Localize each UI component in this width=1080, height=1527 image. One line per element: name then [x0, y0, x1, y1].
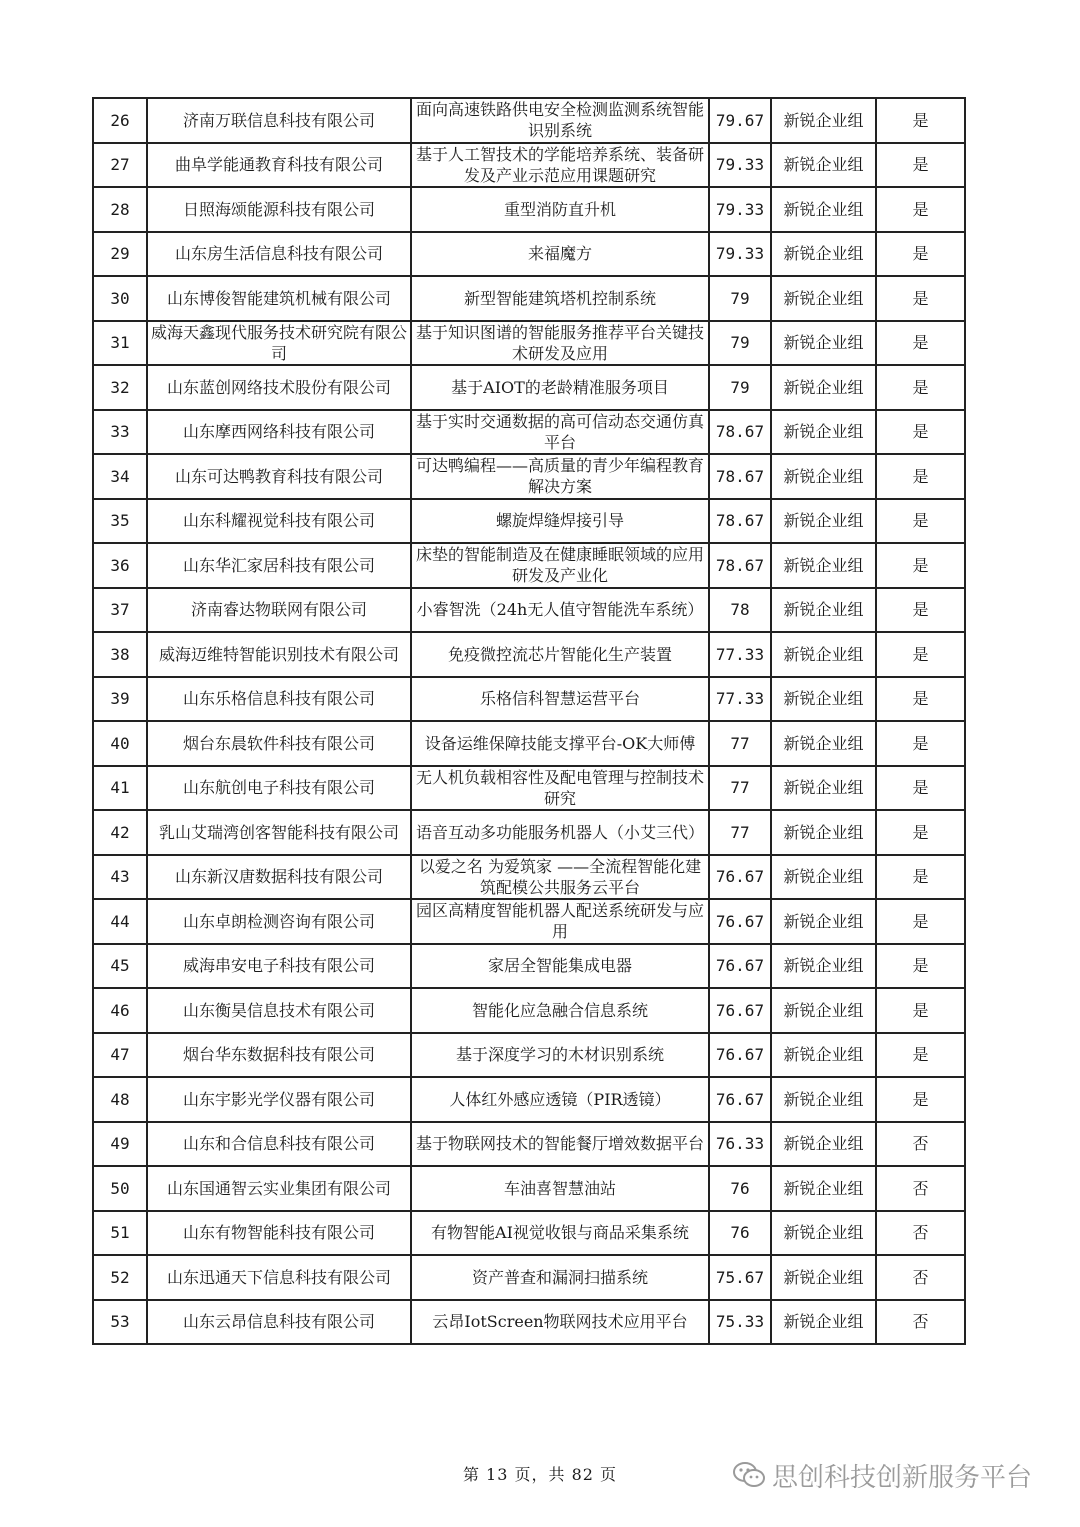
score: 79: [709, 365, 771, 410]
project-name: 车油喜智慧油站: [411, 1166, 709, 1211]
row-number: 28: [93, 187, 147, 232]
qualified-flag: 是: [876, 187, 965, 232]
watermark: [732, 1458, 1032, 1492]
score: 79.33: [709, 143, 771, 188]
qualified-flag: 是: [876, 410, 965, 455]
group-name: 新锐企业组: [771, 454, 876, 499]
row-number: 32: [93, 365, 147, 410]
group-name: 新锐企业组: [771, 677, 876, 722]
company-name: 烟台华东数据科技有限公司: [147, 1033, 411, 1078]
project-name: 小睿智洗（24h无人值守智能洗车系统）: [411, 588, 709, 633]
row-number: 44: [93, 899, 147, 944]
group-name: 新锐企业组: [771, 588, 876, 633]
company-name: 山东和合信息科技有限公司: [147, 1122, 411, 1167]
qualified-flag: 是: [876, 855, 965, 900]
row-number: 52: [93, 1255, 147, 1300]
score: 76.67: [709, 899, 771, 944]
group-name: 新锐企业组: [771, 1255, 876, 1300]
row-number: 27: [93, 143, 147, 188]
row-number: 45: [93, 944, 147, 989]
project-name: 免疫微控流芯片智能化生产装置: [411, 632, 709, 677]
project-name: 乐格信科智慧运营平台: [411, 677, 709, 722]
table-row: [93, 632, 965, 677]
project-name: 螺旋焊缝焊接引导: [411, 499, 709, 544]
score: 77: [709, 810, 771, 855]
score: 77.33: [709, 632, 771, 677]
score: 77: [709, 721, 771, 766]
group-name: 新锐企业组: [771, 232, 876, 277]
qualified-flag: 是: [876, 810, 965, 855]
score: 76.67: [709, 944, 771, 989]
project-name: 家居全智能集成电器: [411, 944, 709, 989]
table-row: [93, 1166, 965, 1211]
watermark-text: 思创科技创新服务平台: [772, 1462, 1033, 1493]
company-name: 乳山艾瑞湾创客智能科技有限公司: [147, 810, 411, 855]
company-name: 山东博俊智能建筑机械有限公司: [147, 276, 411, 321]
qualified-flag: 是: [876, 499, 965, 544]
group-name: 新锐企业组: [771, 1300, 876, 1345]
group-name: 新锐企业组: [771, 1166, 876, 1211]
score: 76.67: [709, 1033, 771, 1078]
project-name: 新型智能建筑塔机控制系统: [411, 276, 709, 321]
project-name: 基于AIOT的老龄精准服务项目: [411, 365, 709, 410]
table-row: [93, 1255, 965, 1300]
company-name: 山东云昂信息科技有限公司: [147, 1300, 411, 1345]
table-row: [93, 721, 965, 766]
company-name: 山东卓朗检测咨询有限公司: [147, 899, 411, 944]
score: 78.67: [709, 499, 771, 544]
table-row: [93, 1122, 965, 1167]
group-name: 新锐企业组: [771, 855, 876, 900]
company-name: 济南万联信息科技有限公司: [147, 98, 411, 143]
company-name: 山东摩西网络科技有限公司: [147, 410, 411, 455]
table-row: [93, 944, 965, 989]
group-name: 新锐企业组: [771, 632, 876, 677]
project-name: 智能化应急融合信息系统: [411, 988, 709, 1033]
qualified-flag: 是: [876, 677, 965, 722]
group-name: 新锐企业组: [771, 1033, 876, 1078]
company-name: 山东乐格信息科技有限公司: [147, 677, 411, 722]
table-row: [93, 454, 965, 499]
group-name: 新锐企业组: [771, 1211, 876, 1256]
table-row: [93, 1033, 965, 1078]
project-name: 基于实时交通数据的高可信动态交通仿真平台: [411, 410, 709, 455]
project-name: 基于人工智技术的学能培养系统、装备研发及产业示范应用课题研究: [411, 143, 709, 188]
score: 79.67: [709, 98, 771, 143]
row-number: 48: [93, 1077, 147, 1122]
project-name: 基于物联网技术的智能餐厅增效数据平台: [411, 1122, 709, 1167]
company-name: 山东迅通天下信息科技有限公司: [147, 1255, 411, 1300]
qualified-flag: 是: [876, 276, 965, 321]
table-row: [93, 1077, 965, 1122]
results-table: [92, 97, 966, 1345]
wechat-icon: [732, 1460, 766, 1490]
project-name: 可达鸭编程——高质量的青少年编程教育解决方案: [411, 454, 709, 499]
row-number: 38: [93, 632, 147, 677]
table-row: [93, 1300, 965, 1345]
score: 78.67: [709, 410, 771, 455]
score: 76: [709, 1211, 771, 1256]
table-row: [93, 1211, 965, 1256]
project-name: 基于知识图谱的智能服务推荐平台关键技术研发及应用: [411, 321, 709, 366]
results-table-body: [93, 98, 965, 1344]
table-row: [93, 499, 965, 544]
table-row: [93, 766, 965, 811]
company-name: 威海串安电子科技有限公司: [147, 944, 411, 989]
table-row: [93, 232, 965, 277]
table-row: [93, 855, 965, 900]
project-name: 园区高精度智能机器人配送系统研发与应用: [411, 899, 709, 944]
group-name: 新锐企业组: [771, 499, 876, 544]
row-number: 40: [93, 721, 147, 766]
row-number: 46: [93, 988, 147, 1033]
project-name: 来福魔方: [411, 232, 709, 277]
row-number: 30: [93, 276, 147, 321]
group-name: 新锐企业组: [771, 721, 876, 766]
company-name: 山东华汇家居科技有限公司: [147, 543, 411, 588]
row-number: 42: [93, 810, 147, 855]
group-name: 新锐企业组: [771, 766, 876, 811]
qualified-flag: 是: [876, 98, 965, 143]
company-name: 山东蓝创网络技术股份有限公司: [147, 365, 411, 410]
company-name: 威海迈维特智能识别技术有限公司: [147, 632, 411, 677]
group-name: 新锐企业组: [771, 1122, 876, 1167]
table-row: [93, 588, 965, 633]
row-number: 34: [93, 454, 147, 499]
score: 78.67: [709, 454, 771, 499]
qualified-flag: 是: [876, 1077, 965, 1122]
row-number: 39: [93, 677, 147, 722]
qualified-flag: 是: [876, 543, 965, 588]
qualified-flag: 是: [876, 143, 965, 188]
row-number: 41: [93, 766, 147, 811]
project-name: 基于深度学习的木材识别系统: [411, 1033, 709, 1078]
project-name: 面向高速铁路供电安全检测监测系统智能识别系统: [411, 98, 709, 143]
group-name: 新锐企业组: [771, 899, 876, 944]
score: 79.33: [709, 187, 771, 232]
score: 79.33: [709, 232, 771, 277]
row-number: 33: [93, 410, 147, 455]
company-name: 山东国通智云实业集团有限公司: [147, 1166, 411, 1211]
project-name: 资产普查和漏洞扫描系统: [411, 1255, 709, 1300]
project-name: 云昂IotScreen物联网技术应用平台: [411, 1300, 709, 1345]
project-name: 以爱之名 为爱筑家 ——全流程智能化建筑配模公共服务云平台: [411, 855, 709, 900]
company-name: 山东航创电子科技有限公司: [147, 766, 411, 811]
project-name: 人体红外感应透镜（PIR透镜）: [411, 1077, 709, 1122]
score: 78: [709, 588, 771, 633]
qualified-flag: 否: [876, 1211, 965, 1256]
row-number: 26: [93, 98, 147, 143]
qualified-flag: 是: [876, 232, 965, 277]
score: 79: [709, 276, 771, 321]
qualified-flag: 是: [876, 321, 965, 366]
group-name: 新锐企业组: [771, 944, 876, 989]
table-row: [93, 365, 965, 410]
company-name: 山东新汉唐数据科技有限公司: [147, 855, 411, 900]
score: 77: [709, 766, 771, 811]
qualified-flag: 否: [876, 1122, 965, 1167]
row-number: 29: [93, 232, 147, 277]
project-name: 无人机负载相容性及配电管理与控制技术研究: [411, 766, 709, 811]
score: 75.33: [709, 1300, 771, 1345]
qualified-flag: 是: [876, 721, 965, 766]
group-name: 新锐企业组: [771, 187, 876, 232]
score: 76: [709, 1166, 771, 1211]
project-name: 有物智能AI视觉收银与商品采集系统: [411, 1211, 709, 1256]
qualified-flag: 是: [876, 1033, 965, 1078]
company-name: 山东房生活信息科技有限公司: [147, 232, 411, 277]
row-number: 53: [93, 1300, 147, 1345]
table-row: [93, 899, 965, 944]
group-name: 新锐企业组: [771, 810, 876, 855]
row-number: 49: [93, 1122, 147, 1167]
table-row: [93, 988, 965, 1033]
company-name: 山东宇影光学仪器有限公司: [147, 1077, 411, 1122]
group-name: 新锐企业组: [771, 143, 876, 188]
qualified-flag: 是: [876, 766, 965, 811]
score: 76.67: [709, 855, 771, 900]
table-row: [93, 543, 965, 588]
page-footer: 第 13 页，共 82 页: [462, 1465, 618, 1484]
project-name: 语音互动多功能服务机器人（小艾三代）: [411, 810, 709, 855]
row-number: 37: [93, 588, 147, 633]
row-number: 35: [93, 499, 147, 544]
qualified-flag: 是: [876, 454, 965, 499]
qualified-flag: 是: [876, 899, 965, 944]
group-name: 新锐企业组: [771, 321, 876, 366]
company-name: 山东可达鸭教育科技有限公司: [147, 454, 411, 499]
score: 76.33: [709, 1122, 771, 1167]
row-number: 36: [93, 543, 147, 588]
company-name: 曲阜学能通教育科技有限公司: [147, 143, 411, 188]
qualified-flag: 否: [876, 1300, 965, 1345]
qualified-flag: 否: [876, 1255, 965, 1300]
table-row: [93, 677, 965, 722]
company-name: 威海天鑫现代服务技术研究院有限公司: [147, 321, 411, 366]
project-name: 床垫的智能制造及在健康睡眠领域的应用研发及产业化: [411, 543, 709, 588]
score: 76.67: [709, 988, 771, 1033]
project-name: 设备运维保障技能支撑平台-OK大师傅: [411, 721, 709, 766]
qualified-flag: 是: [876, 988, 965, 1033]
company-name: 日照海颂能源科技有限公司: [147, 187, 411, 232]
score: 75.67: [709, 1255, 771, 1300]
score: 76.67: [709, 1077, 771, 1122]
company-name: 山东有物智能科技有限公司: [147, 1211, 411, 1256]
row-number: 31: [93, 321, 147, 366]
group-name: 新锐企业组: [771, 988, 876, 1033]
group-name: 新锐企业组: [771, 98, 876, 143]
score: 79: [709, 321, 771, 366]
group-name: 新锐企业组: [771, 543, 876, 588]
table-row: [93, 410, 965, 455]
company-name: 烟台东晨软件科技有限公司: [147, 721, 411, 766]
table-row: [93, 321, 965, 366]
score: 78.67: [709, 543, 771, 588]
group-name: 新锐企业组: [771, 1077, 876, 1122]
company-name: 济南睿达物联网有限公司: [147, 588, 411, 633]
group-name: 新锐企业组: [771, 365, 876, 410]
qualified-flag: 否: [876, 1166, 965, 1211]
score: 77.33: [709, 677, 771, 722]
table-row: [93, 98, 965, 143]
qualified-flag: 是: [876, 588, 965, 633]
company-name: 山东科耀视觉科技有限公司: [147, 499, 411, 544]
row-number: 43: [93, 855, 147, 900]
table-row: [93, 276, 965, 321]
row-number: 50: [93, 1166, 147, 1211]
row-number: 47: [93, 1033, 147, 1078]
qualified-flag: 是: [876, 632, 965, 677]
qualified-flag: 是: [876, 944, 965, 989]
company-name: 山东衡昊信息技术有限公司: [147, 988, 411, 1033]
table-row: [93, 810, 965, 855]
qualified-flag: 是: [876, 365, 965, 410]
group-name: 新锐企业组: [771, 410, 876, 455]
project-name: 重型消防直升机: [411, 187, 709, 232]
table-row: [93, 187, 965, 232]
table-row: [93, 143, 965, 188]
group-name: 新锐企业组: [771, 276, 876, 321]
row-number: 51: [93, 1211, 147, 1256]
